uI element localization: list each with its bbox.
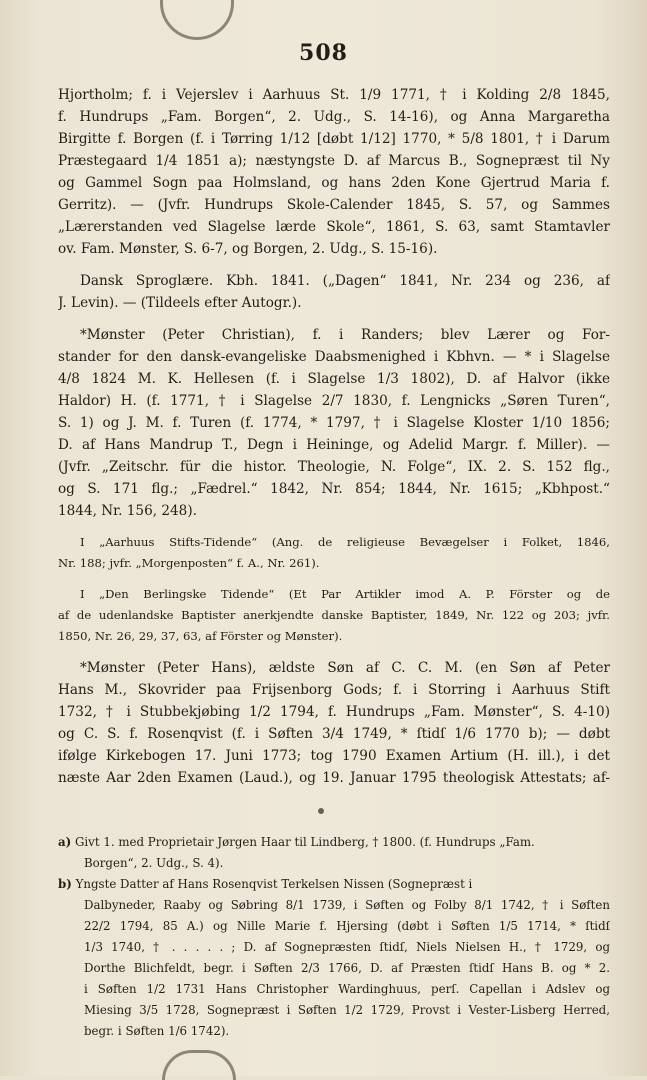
footnote-divider	[318, 808, 324, 814]
text-line: og S. 171 flg.; „Fædrel.“ 1842, Nr. 854; 1844, Nr. 1615; „Kbhpost.“	[58, 481, 610, 497]
text-line: f. Hundrups „Fam. Borgen“, 2. Udg., S. 14-16), og Anna Margaretha	[58, 109, 610, 125]
footnote-b-line: Dorthe Blichfeldt, begr. i Søften 2/3 1766, D. af Præsten ſtidſ Hans B. og * 2.	[84, 961, 610, 975]
footnote-b-line	[58, 874, 610, 895]
footnote-b-line: begr. i Søften 1/6 1742).	[84, 1024, 230, 1038]
page-number: 508	[299, 40, 348, 66]
text-line: 1732, † i Stubbekjøbing 1/2 1794, f. Hundrups „Fam. Mønster“, S. 4-10)	[58, 704, 610, 720]
entry-heading-line: *Mønster (Peter Christian), f. i Randers; blev Lærer og For-	[80, 327, 610, 343]
text-line: (Jvfr. „Zeitschr. für die histor. Theologie, N. Folge“, IX. 2. S. 152 flg.,	[58, 459, 610, 475]
text-line: af de udenlandske Baptister anerkjendte danske Baptister, 1849, Nr. 122 og 203; jvfr.	[58, 608, 610, 622]
text-line: stander for den dansk-evangeliske Daabsmenighed i Kbhvn. — * i Slagelse	[58, 349, 610, 365]
binding-ring-top	[160, 0, 234, 40]
entry-peter-hans	[58, 657, 610, 789]
footnote-b-line: Miesing 3/5 1728, Sognepræst i Søften 1/2 1729, Provst i Vester-Lisberg Herred,	[84, 1003, 610, 1017]
entry-heading-line: *Mønster (Peter Hans), ældste Søn af C. C. M. (en Søn af Peter	[80, 660, 610, 676]
main-text	[58, 84, 610, 799]
work-berlingske-tidende	[58, 584, 610, 647]
text-line: Birgitte f. Borgen (f. i Tørring 1/12 [døbt 1/12] 1770, * 5/8 1801, † i Darum	[58, 131, 610, 147]
footnote-a-line	[58, 832, 610, 853]
footnote-text: Givt 1. med Proprietair Jørgen Haar til Lindberg, † 1800. (f. Hundrups „Fam.	[74, 835, 535, 849]
footnote-label: a)	[58, 835, 72, 849]
entry-peter-christian	[58, 324, 610, 522]
text-line: J. Levin). — (Tildeels efter Autogr.).	[58, 295, 302, 311]
text-line: 1844, Nr. 156, 248).	[58, 503, 197, 519]
text-line: Gerritz). — (Jvfr. Hundrups Skole-Calender 1845, S. 57, og Sammes	[58, 197, 610, 213]
footnote-b-line: 1/3 1740, † . . . . . ; D. af Sognepræsten ſtidſ, Niels Nielsen H., † 1729, og	[84, 940, 610, 954]
text-line: ifølge Kirkebogen 17. Juni 1773; tog 1790 Examen Artium (H. ill.), i det	[58, 748, 610, 764]
text-line: næste Aar 2den Examen (Laud.), og 19. Januar 1795 theologisk Attestats; af-	[58, 770, 610, 786]
footnote-a-line: Borgen“, 2. Udg., S. 4).	[84, 856, 224, 870]
text-line: og C. S. f. Rosenqvist (f. i Søften 3/4 1749, * ſtidſ 1/6 1770 b); — døbt	[58, 726, 610, 742]
text-line: S. 1) og J. M. f. Turen (f. 1774, * 1797, † i Slagelse Kloster 1/10 1856;	[58, 415, 610, 431]
text-line: 4/8 1824 M. K. Hellesen (f. i Slagelse 1/3 1802), D. af Halvor (ikke	[58, 371, 610, 387]
text-line: Præstegaard 1/4 1851 a); næstyngste D. af Marcus B., Sognepræst til Ny	[58, 153, 610, 169]
footnote-b-line: i Søften 1/2 1731 Hans Christopher Wardinghuus, perſ. Capellan i Adslev og	[84, 982, 610, 996]
text-line: I „Aarhuus Stifts-Tidende“ (Ang. de religieuse Bevægelser i Folket, 1846,	[80, 535, 610, 549]
work-dansk-sproglaere	[58, 270, 610, 314]
footnote-b-line: 22/2 1794, 85 A.) og Nille Marie f. Hjersing (døbt i Søften 1/5 1714, * ſtidſ	[84, 919, 610, 933]
text-line: 1850, Nr. 26, 29, 37, 63, af Förster og Mønster).	[58, 629, 343, 643]
footnote-text: Yngste Datter af Hans Rosenqvist Terkelsen Nissen (Sognepræst i	[75, 877, 473, 891]
text-line: og Gammel Sogn paa Holmsland, og hans 2den Kone Gjertrud Maria f.	[58, 175, 610, 191]
footnote-b-line: Dalbyneder, Raaby og Søbring 8/1 1739, i Søften og Folby 8/1 1742, † i Søften	[84, 898, 610, 912]
footnote-label: b)	[58, 877, 72, 891]
text-line: D. af Hans Mandrup T., Degn i Heininge, og Adelid Margr. f. Miller). —	[58, 437, 610, 453]
text-line: Haldor) H. (f. 1771, † i Slagelse 2/7 1830, f. Lengnicks „Søren Turen“,	[58, 393, 610, 409]
entry-continued	[58, 84, 610, 260]
text-line: Hans M., Skovrider paa Frijsenborg Gods; f. i Storring i Aarhuus Stift	[58, 682, 610, 698]
text-line: Nr. 188; jvfr. „Morgenposten“ f. A., Nr. 261).	[58, 556, 320, 570]
text-line: ov. Fam. Mønster, S. 6-7, og Borgen, 2. Udg., S. 15-16).	[58, 241, 438, 257]
text-line: Dansk Sproglære. Kbh. 1841. („Dagen“ 1841, Nr. 234 og 236, af	[80, 273, 610, 289]
work-aarhuus-stifts-tidende	[58, 532, 610, 574]
text-line: „Lærerstanden ved Slagelse lærde Skole“, 1861, S. 63, samt Stamtavler	[58, 219, 610, 235]
text-line: I „Den Berlingske Tidende“ (Et Par Artikler imod A. P. Förster og de	[80, 587, 610, 601]
footnotes	[58, 832, 610, 1042]
text-line: Hjortholm; f. i Vejerslev i Aarhuus St. 1/9 1771, † i Kolding 2/8 1845,	[58, 87, 610, 103]
